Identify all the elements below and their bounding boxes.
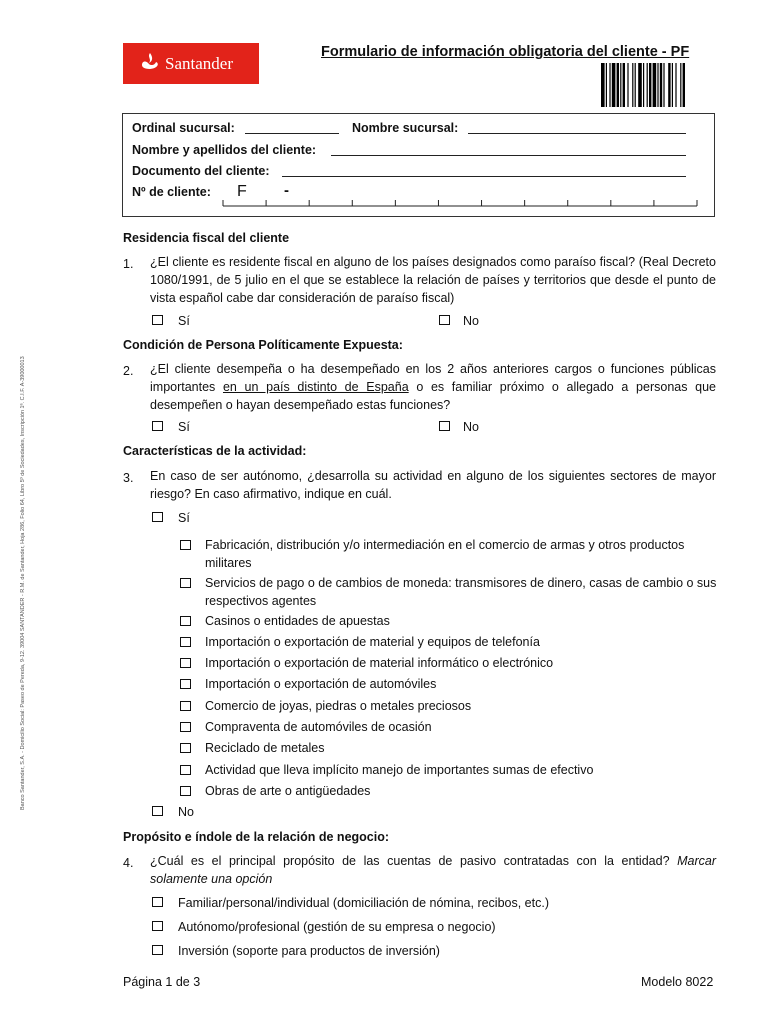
q4-number: 4. [123, 856, 134, 870]
q2-no-checkbox[interactable] [439, 421, 450, 431]
barcode-bar [612, 63, 616, 107]
sector-checkbox[interactable] [180, 658, 191, 668]
client-document-field[interactable] [282, 176, 686, 177]
page-number: Página 1 de 3 [123, 975, 201, 989]
q4-text [150, 852, 716, 888]
q3-yes-checkbox[interactable] [152, 512, 163, 522]
q3-number: 3. [123, 471, 134, 485]
barcode-bar [649, 63, 651, 107]
client-document-label: Documento del cliente: [132, 164, 270, 178]
q3-text: En caso de ser autónomo, ¿desarrolla su actividad en alguno de los siguientes sectores de mayor riesgo? En caso afirmativo, indique en cuál. [150, 469, 716, 501]
sector-label: Servicios de pago o de cambios de moneda: transmisores de dinero, casas de cambio o sus respectivos agentes [205, 576, 717, 608]
brand-name: Santander [165, 54, 233, 73]
branch-name-field[interactable] [468, 133, 686, 134]
client-number-boxes[interactable] [222, 198, 698, 208]
purpose-option-checkbox[interactable] [152, 921, 163, 931]
barcode-bar [657, 63, 658, 107]
barcode-bar [623, 63, 625, 107]
side-legal-note: Banco Santander, S.A. - Domicilio Social: Paseo de Pereda, 9-12. 39004 SANTANDER - R.M. de Santander, Hoja 286, Folio 64, Libro 5º de Sociedades, Inscripción 1ª. C.I.F. A-39000013 [20, 356, 26, 810]
activity-heading: Características de la actividad: [123, 444, 307, 458]
client-number-separator: - [284, 182, 289, 199]
sector-label: Fabricación, distribución y/o intermediación en el comercio de armas y otros productos militares [205, 538, 685, 570]
barcode-bar [620, 63, 621, 107]
barcode-bar [606, 63, 607, 107]
sector-label: Actividad que lleva implícito manejo de importantes sumas de efectivo [205, 763, 594, 777]
sector-checkbox[interactable] [180, 765, 191, 775]
barcode-bar [683, 63, 685, 107]
q2-text [150, 360, 716, 414]
barcode-bar [680, 63, 681, 107]
client-name-field[interactable] [331, 155, 686, 156]
sector-checkbox[interactable] [180, 743, 191, 753]
sector-checkbox[interactable] [180, 578, 191, 588]
barcode-bar [668, 63, 670, 107]
barcode-bar [632, 63, 633, 107]
q1-number: 1. [123, 257, 134, 271]
q3-no-checkbox[interactable] [152, 806, 163, 816]
barcode-bar [638, 63, 642, 107]
q2-yes-label: Sí [178, 420, 190, 434]
client-name-label: Nombre y apellidos del cliente: [132, 143, 317, 157]
branch-ordinal-field[interactable] [245, 133, 339, 134]
client-number-label: Nº de cliente: [132, 185, 211, 199]
q2-text-after: o es familiar próximo o allegado a personas que desempeñen o hayan desempeñado estas funciones? [150, 380, 716, 412]
sector-label: Obras de arte o antigüedades [205, 784, 371, 798]
sector-label: Importación o exportación de material informático o electrónico [205, 656, 554, 670]
purpose-heading: Propósito e índole de la relación de negocio: [123, 830, 390, 844]
sector-label: Importación o exportación de automóviles [205, 677, 437, 691]
barcode-bar [653, 63, 657, 107]
q1-yes-checkbox[interactable] [152, 315, 163, 325]
purpose-option-label: Familiar/personal/individual (domiciliación de nómina, recibos, etc.) [178, 896, 549, 910]
santander-logo [123, 43, 259, 84]
sector-checkbox[interactable] [180, 701, 191, 711]
tax-residence-heading: Residencia fiscal del cliente [123, 231, 290, 245]
barcode-bar [635, 63, 636, 107]
model-number: Modelo 8022 [641, 975, 714, 989]
barcode-bar [617, 63, 619, 107]
sector-checkbox[interactable] [180, 786, 191, 796]
form-title: Formulario de información obligatoria del cliente - PF [321, 44, 690, 60]
q1-text: ¿El cliente es residente fiscal en alguno de los países designados como paraíso fiscal? (Real Decreto 1080/1991, de 5 julio en el que se establece la relación de países y territorios que desde el punto de vista español cabe dar consideración de paraíso fiscal) [150, 255, 716, 305]
barcode [601, 63, 715, 107]
sector-label: Casinos o entidades de apuestas [205, 614, 390, 628]
q2-yes-checkbox[interactable] [152, 421, 163, 431]
purpose-option-label: Inversión (soporte para productos de inversión) [178, 944, 440, 958]
branch-name-label: Nombre sucursal: [352, 121, 459, 135]
barcode-bar [660, 63, 662, 107]
purpose-option-checkbox[interactable] [152, 945, 163, 955]
q3-no-label: No [178, 805, 194, 819]
q1-no-checkbox[interactable] [439, 315, 450, 325]
sector-label: Compraventa de automóviles de ocasión [205, 720, 432, 734]
q4-text-italic: Marcar solamente una opción [150, 854, 716, 886]
barcode-bar [601, 63, 605, 107]
barcode-bar [647, 63, 648, 107]
barcode-bar [609, 63, 610, 107]
q1-yes-label: Sí [178, 314, 190, 328]
sector-label: Reciclado de metales [205, 741, 325, 755]
pep-heading: Condición de Persona Políticamente Expuesta: [123, 338, 403, 352]
sector-checkbox[interactable] [180, 540, 191, 550]
purpose-option-checkbox[interactable] [152, 897, 163, 907]
q2-number: 2. [123, 364, 134, 378]
q4-text-main: ¿Cuál es el principal propósito de las cuentas de pasivo contratadas con la entidad? [150, 854, 678, 868]
branch-ordinal-label: Ordinal sucursal: [132, 121, 235, 135]
barcode-bar [672, 63, 673, 107]
q1-no-label: No [463, 314, 479, 328]
q2-text-before: ¿El cliente desempeña o ha desempeñado en los 2 años anteriores cargos o funciones públicas importantes [150, 362, 716, 394]
sector-checkbox[interactable] [180, 637, 191, 647]
client-number-prefix: F [237, 183, 247, 200]
q3-yes-label: Sí [178, 511, 190, 525]
sector-label: Importación o exportación de material y equipos de telefonía [205, 635, 540, 649]
barcode-bar [627, 63, 628, 107]
q2-text-underlined: en un país distinto de España [222, 380, 409, 394]
sector-checkbox[interactable] [180, 616, 191, 626]
flame-icon [139, 51, 161, 73]
barcode-bar [643, 63, 644, 107]
sector-checkbox[interactable] [180, 722, 191, 732]
purpose-option-label: Autónomo/profesional (gestión de su empresa o negocio) [178, 920, 496, 934]
barcode-bar [663, 63, 664, 107]
q2-no-label: No [463, 420, 479, 434]
sector-checkbox[interactable] [180, 679, 191, 689]
sector-label: Comercio de joyas, piedras o metales preciosos [205, 699, 472, 713]
barcode-bar [675, 63, 676, 107]
